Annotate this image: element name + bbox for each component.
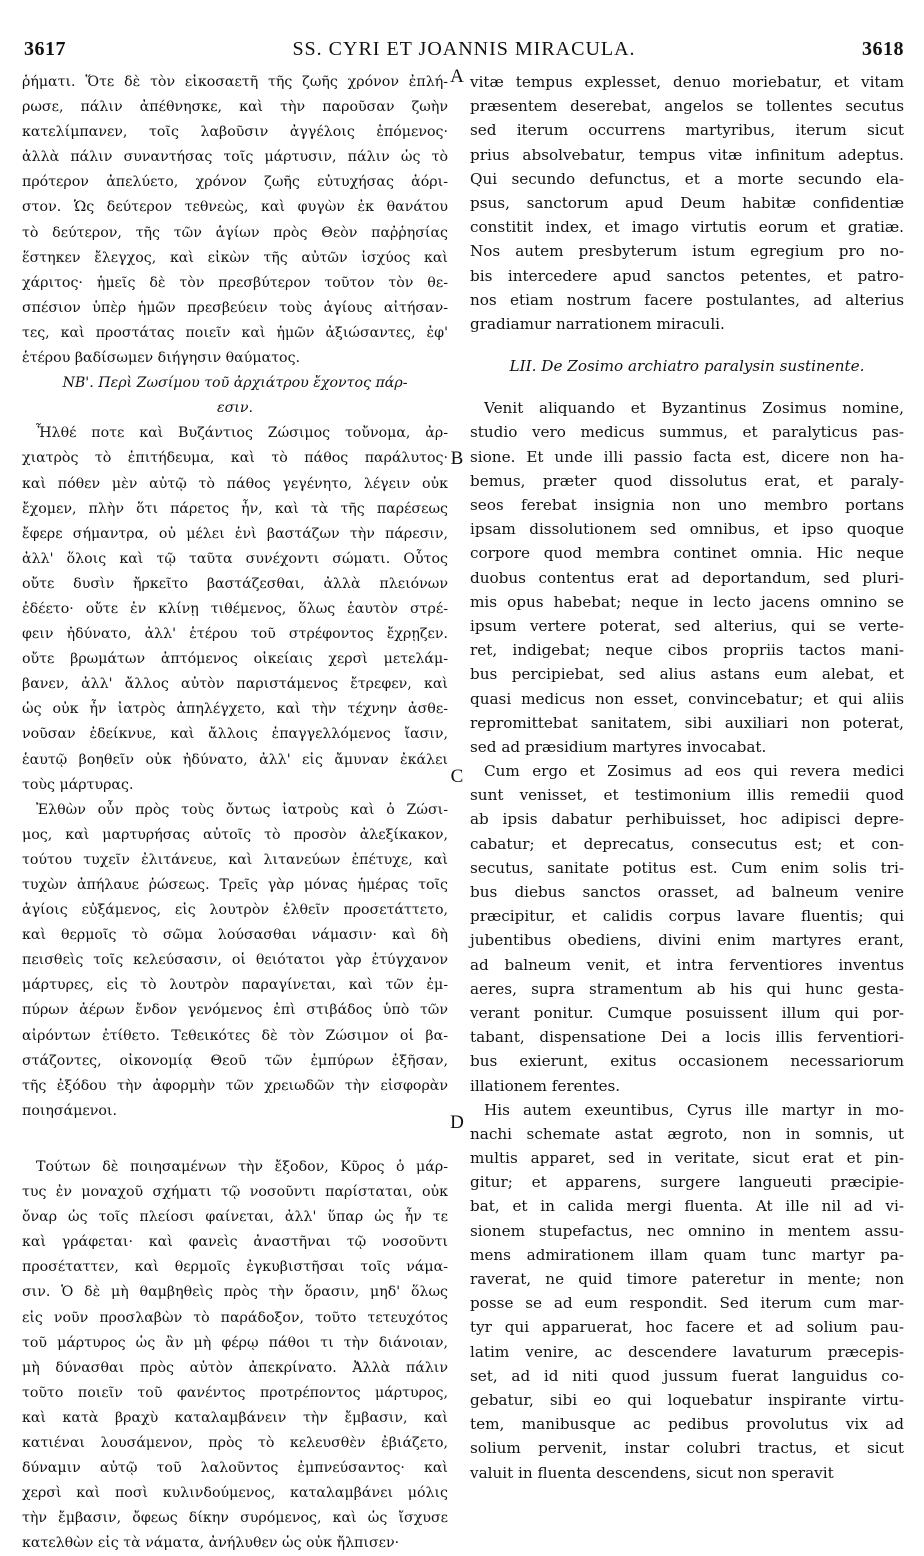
greek-line: χάριτος· ἡμεῖς δὲ τὸν πρεσβύτερον τοῦτον τὸν θε- — [22, 274, 448, 291]
greek-line: μάρτυρες, εἰς τὸ λουτρὸν παραγίνεται, καὶ τῶν ἐμ- — [22, 977, 448, 994]
latin-column — [470, 70, 904, 1485]
page-number-left: 3617 — [24, 38, 66, 60]
latin-line: set, ad id niti quod jussum fuerat languidus co- — [470, 1366, 904, 1385]
greek-line: τὴν ἔμβασιν, ὄφεως δίκην συρόμενος, καὶ ὡς ἴσχυσε — [22, 1510, 448, 1527]
latin-line: secutus, sanitate potitus est. Cum enim solis tri- — [470, 858, 904, 877]
latin-line: præsentem deserebat, angelos se tollentes secutus — [470, 97, 904, 116]
greek-column — [22, 70, 448, 1556]
greek-line: μος, καὶ μαρτυρήσας αὐτοῖς τὸ προσὸν ἀλεξίκακον, — [22, 826, 448, 843]
latin-line: sionem stupefactus, nec omnino in mentem assu- — [470, 1221, 904, 1240]
latin-line: mis opus habebat; neque in lecto jacens omnino se — [470, 592, 904, 611]
latin-line: tem, manibusque ac pedibus provolutus vix ad — [470, 1415, 904, 1434]
latin-line: vitæ tempus explesset, denuo moriebatur, et vitam — [470, 73, 904, 91]
greek-line: πρότερον ἀπελύετο, χρόνον ζωῆς εὐτυχήσας ἀόρι- — [22, 174, 448, 191]
greek-line: πύρων ἀέρων ἔνδον γενόμενος ἐπὶ στιβάδος ὑπὸ τῶν — [22, 1002, 448, 1019]
greek-line: Ἦλθέ ποτε καὶ Βυζάντιος Ζώσιμος τοὔνομα, ἀρ- — [36, 425, 448, 442]
latin-line: constitit index, et imago virtutis eorum et gratiæ. — [470, 218, 904, 237]
greek-line: καὶ πόθεν μὲν αὐτῷ τὸ πάθος γεγένητο, λέγειν οὐκ — [22, 475, 448, 492]
latin-line: ipsam dissolutionem sed omnibus, et ipso quoque — [470, 520, 904, 539]
paragraph-gap — [22, 1124, 448, 1155]
greek-line: βανεν, ἀλλ' ἄλλος αὐτὸν παριστάμενος ἔτρεφεν, καὶ — [22, 676, 448, 693]
latin-line: illationem ferentes. — [470, 1076, 621, 1095]
page-number-right: 3618 — [862, 38, 904, 60]
latin-line: Nos autem presbyterum istum egregium pro no- — [470, 242, 904, 261]
greek-line: ἐδέετο· οὔτε ἐν κλίνῃ τιθέμενος, ὅλως ἑαυτὸν στρέ- — [22, 600, 448, 617]
greek-line: ἔχομεν, πλὴν ὅτι πάρετος ἦν, καὶ τὰ τῆς παρέσεως — [22, 500, 448, 517]
latin-line: bus diebus sanctos orasset, ad balneum venire — [470, 883, 904, 901]
greek-line: καὶ γράφεται· καὶ φανεὶς ἀναστῆναι τῷ νοσοῦντι — [22, 1234, 448, 1251]
greek-line: ποιησάμενοι. — [22, 1102, 118, 1119]
greek-heading: εσιν. — [217, 400, 253, 417]
greek-line: κατελθὼν εἰς τὰ νάματα, ἀνήλυθεν ὡς οὐκ ἤλπισεν· — [22, 1535, 400, 1552]
greek-line: σιν. Ὁ δὲ μὴ θαμβηθεὶς πρὸς τὴν ὅρασιν, μηδ' ὅλως — [22, 1284, 448, 1301]
paragraph-gap — [470, 336, 904, 354]
greek-line: στάζοντες, οἰκονομίᾳ Θεοῦ τῶν ἐμπύρων ἐξῆσαν, — [22, 1052, 448, 1069]
greek-line: μὴ δύνασθαι πρὸς αὐτὸν ἀπεκρίνατο. Ἀλλὰ πάλιν — [22, 1359, 448, 1376]
greek-line: τὸ δεύτερον, τῆς τῶν ἁγίων πρὸς Θεὸν παῤῥησίας — [22, 224, 448, 241]
latin-line: multis apparet, sed in veritate, sicut erat et pin- — [470, 1149, 904, 1168]
greek-line: ἔφερε σήμαντρα, οὐ μέλει ἑνὶ βαστάζων τὴν πάρεσιν, — [22, 525, 448, 542]
greek-line: ὄναρ ὡς τοῖς πλείοσι φαίνεται, ἀλλ' ὕπαρ ὡς ἦν τε — [22, 1209, 448, 1226]
latin-line: quasi medicus non esset, convincebatur; et qui aliis — [470, 689, 904, 708]
margin-marker-c: C — [450, 766, 464, 787]
paragraph-gap — [470, 378, 904, 396]
greek-line: τυχὼν ἀπήλαυε ῥώσεως. Τρεῖς γὰρ μόνας ἡμέρας τοῖς — [22, 877, 448, 893]
latin-line: solium pervenit, instar colubri tractus, et sicut — [470, 1439, 904, 1458]
greek-line: τούτου τυχεῖν ἐλιτάνευε, καὶ λιτανεύων ἐπέτυχε, καὶ — [22, 851, 448, 868]
greek-line: κατελίμπανεν, τοῖς λαβοῦσιν ἀγγέλοις ἑπόμενος· — [22, 124, 448, 141]
latin-line: posse se ad eum respondit. Sed iterum cum mar- — [470, 1294, 904, 1313]
latin-line: latim venire, ac descendere lavaturum præcepis- — [470, 1342, 904, 1361]
latin-line: sunt venisset, et testimonium illis remedii quod — [470, 786, 904, 805]
latin-line: His autem exeuntibus, Cyrus ille martyr in mo- — [484, 1100, 904, 1119]
greek-line: οὔτε βρωμάτων ἁπτόμενος οἰκείαις χερσὶ μετελάμ- — [22, 651, 448, 668]
greek-line: ἑτέρου βαδίσωμεν διήγησιν θαύματος. — [22, 350, 301, 367]
greek-line: καὶ κατὰ βραχὺ καταλαμβάνειν τὴν ἔμβασιν, καὶ — [22, 1409, 448, 1426]
latin-line: repromittebat sanitatem, sibi auxiliari non poterat, — [470, 713, 904, 732]
latin-line: præcipitur, et calidis corpus lavare fluentis; qui — [470, 907, 904, 926]
latin-line: tabant, dispensatione Dei a locis illis ferventiori- — [470, 1028, 904, 1047]
latin-line: bat, et in calida mergi fluenta. At ille nil ad vi- — [470, 1197, 904, 1216]
greek-line: Τούτων δὲ ποιησαμένων τὴν ἔξοδον, Κῦρος ὁ μάρ- — [36, 1158, 448, 1175]
latin-line: ipsum vertere poterat, sed alterius, qui se verte- — [470, 616, 904, 635]
latin-line: bus percipiebat, sed alius astans eum alebat, et — [470, 665, 904, 684]
greek-line: Ἐλθὼν οὖν πρὸς τοὺς ὄντως ἰατροὺς καὶ ὁ Ζώσι- — [36, 801, 448, 818]
latin-line: corpore quod membra continet omnia. Hic neque — [470, 544, 904, 563]
greek-line: τοὺς μάρτυρας. — [22, 776, 134, 793]
latin-line: nos etiam nostrum facere postulantes, ad alterius — [470, 290, 904, 309]
greek-line: ῥήματι. Ὅτε δὲ τὸν εἰκοσαετῆ τῆς ζωῆς χρόνον ἐπλή- — [22, 74, 448, 90]
greek-line: τες, καὶ προστάτας ποιεῖν καὶ ἡμῶν ἀξιώσαντες, ἐφ' — [22, 324, 448, 341]
latin-line: ret, indigebat; neque cibos propriis tactos mani- — [470, 641, 904, 660]
latin-line: ab ipsis dabatur perhibuisset, hoc adipisci depre- — [470, 810, 904, 829]
latin-line: aeres, supra stramentum ab his qui hunc gesta- — [470, 979, 904, 998]
margin-marker-d: D — [450, 1112, 464, 1133]
margin-marker-a: A — [450, 66, 464, 87]
latin-line: bus exierunt, exitus occasionem necessariorum — [470, 1052, 904, 1071]
latin-line: jubentibus obediens, divini enim martyres erant, — [470, 931, 904, 950]
latin-line: ad balneum venit, et intra ferventiores inventus — [470, 955, 904, 974]
latin-line: sed iterum occurrens martyribus, iterum sicut — [470, 121, 904, 140]
latin-line: sed ad præsidium martyres invocabat. — [470, 737, 767, 756]
greek-line: τῆς ἐξόδου τὴν ἀφορμὴν τῶν χρειωδῶν τὴν εἰσφορὰν — [22, 1077, 448, 1094]
latin-line: prius absolvebatur, tempus vitæ infinitum adeptus. — [470, 145, 904, 164]
latin-line: gitur; et apparens, surgere langueuti præcipie- — [470, 1173, 904, 1192]
greek-line: οὔτε δυσὶν ἤρκεῖτο βαστάζεσθαι, ἀλλὰ πλειόνων — [22, 575, 448, 592]
latin-line: bemus, præter quod dissolutus erat, et paraly- — [470, 471, 904, 490]
greek-line: νοῦσαν ἐδείκνυε, καὶ ἄλλοις ἐπαγγελλόμενος ἴασιν, — [22, 726, 448, 743]
margin-marker-b: B — [450, 448, 464, 469]
latin-line: Venit aliquando et Byzantinus Zosimus nomine, — [484, 399, 904, 418]
latin-line: nachi schemate astat ægroto, non in somnis, ut — [470, 1124, 904, 1143]
greek-line: ὡς οὐκ ἦν ἰατρὸς ἀπηλέγχετο, καὶ τὴν τέχνην ἀσθε- — [22, 701, 448, 718]
greek-line: καὶ θερμοῖς τὸ σῶμα λούσασθαι νάμασιν· καὶ δὴ — [22, 927, 448, 944]
greek-line: κατιέναι λουσάμενον, πρὸς τὸ κελευσθὲν ἐβιάζετο, — [22, 1434, 448, 1451]
latin-line: mens admirationem illam quam tunc martyr pa- — [470, 1245, 904, 1264]
latin-line: raverat, ne quid timore pateretur in mente; non — [470, 1270, 904, 1288]
greek-line: τυς ἐν μοναχοῦ σχήματι τῷ νοσοῦντι παρίσταται, οὐκ — [22, 1184, 448, 1201]
greek-line: φειν ἠδύνατο, ἀλλ' ἑτέρου τοῦ στρέφοντος ἔχρῃζεν. — [22, 626, 448, 643]
greek-line: ἕστηκεν ἔλεγχος, καὶ εἰκὼν τῆς αὐτῶν ἰσχύος καὶ — [22, 249, 448, 266]
latin-line: gebatur, sibi eo qui loquebatur inspirante virtu- — [470, 1390, 904, 1409]
greek-line: ἀλλ' ὅλοις καὶ τῷ ταῦτα συνέχοντι σώματι. Οὗτος — [22, 550, 448, 567]
greek-line: ἀλλὰ πάλιν συναντήσας τοῖς μάρτυσιν, πάλιν ὡς τὸ — [22, 149, 448, 166]
greek-line: τοῦτο ποιεῖν τοῦ φανέντος προτρέποντος μάρτυρος, — [22, 1384, 448, 1401]
greek-line: ἁγίοις εὐξάμενος, εἰς λουτρὸν ἐλθεῖν προσετάττετο, — [22, 902, 448, 919]
greek-line: πεισθεὶς τοῖς κελεύσασιν, οἱ θειότατοι γὰρ ἐτύγχανον — [22, 952, 448, 969]
latin-line: gradiamur narrationem miraculi. — [470, 314, 725, 333]
greek-line: εἰς νοῦν προσλαβὼν τὸ παράδοξον, τοῦτο τετευχότος — [22, 1309, 448, 1326]
latin-line: tyr qui apparuerat, hoc facere et ad solium pau- — [470, 1318, 904, 1337]
greek-line: προσέταττεν, καὶ θερμοῖς ἐγκυβιστῆσαι τοῖς νάμα- — [22, 1259, 448, 1276]
latin-line: psus, sanctorum apud Deum habitæ confidentiæ — [470, 193, 904, 212]
greek-line: χερσὶ καὶ ποσὶ κυλινδούμενος, καταλαμβάνει μόλις — [22, 1485, 448, 1502]
greek-line: δύναμιν αὐτῷ τοῦ λαλοῦντος ἐμπνεύσαντος· καὶ — [22, 1460, 448, 1477]
greek-line: χιατρὸς τὸ ἐπιτήδευμα, καὶ τὸ πάθος παράλυτος· — [22, 450, 448, 467]
latin-line: seos ferebat insignia non uno membro portans — [470, 496, 904, 514]
greek-heading: ΝΒ'. Περὶ Ζωσίμου τοῦ ἀρχιάτρου ἔχοντος πάρ- — [62, 375, 408, 392]
greek-line: ἑαυτῷ βοηθεῖν οὐκ ἠδύνατο, ἀλλ' εἰς ἄμυναν ἐκάλει — [22, 751, 448, 768]
latin-heading: LII. De Zosimo archiatro paralysin sustinente. — [509, 357, 865, 376]
latin-line: bis intercedere apud sanctos petentes, et patro- — [470, 266, 904, 285]
latin-line: cabatur; et deprecatus, consecutus est; et con- — [470, 834, 904, 853]
greek-line: τοῦ μάρτυρος ὡς ἂν μὴ φέρῳ πάθοι τι τὴν διάνοιαν, — [22, 1334, 448, 1351]
latin-line: duobus contentus erat ad deportandum, sed pluri- — [470, 568, 904, 587]
greek-line: σπέσιον ὑπὲρ ἡμῶν πρεσβεύειν τοὺς ἁγίους αἰτήσαν- — [22, 299, 448, 316]
greek-line: στον. Ὡς δεύτερον τεθνεὼς, καὶ φυγὼν ἐκ θανάτου — [22, 199, 448, 216]
latin-line: sione. Et unde illi passio facta est, dicere non ha- — [470, 447, 904, 466]
greek-line: ρωσε, πάλιν ἀπέθνησκε, καὶ τὴν παροῦσαν ζωὴν — [22, 99, 448, 116]
latin-line: Qui secundo defunctus, et a morte secundo ela- — [470, 169, 904, 188]
running-header — [24, 38, 904, 66]
latin-line: Cum ergo et Zosimus ad eos qui revera medici — [484, 762, 904, 781]
latin-line: studio vero medicus summus, et paralyticus pas- — [470, 423, 904, 442]
latin-line: verant ponitur. Cumque posuissent illum qui por- — [470, 1003, 904, 1022]
running-title: SS. CYRI ET JOANNIS MIRACULA. — [292, 38, 636, 60]
latin-line: valuit in fluenta descendens, sicut non speravit — [470, 1463, 834, 1482]
greek-line: αἰρόντων ἐτίθετο. Τεθεικότες δὲ τὸν Ζώσιμον οἱ βα- — [22, 1027, 448, 1044]
